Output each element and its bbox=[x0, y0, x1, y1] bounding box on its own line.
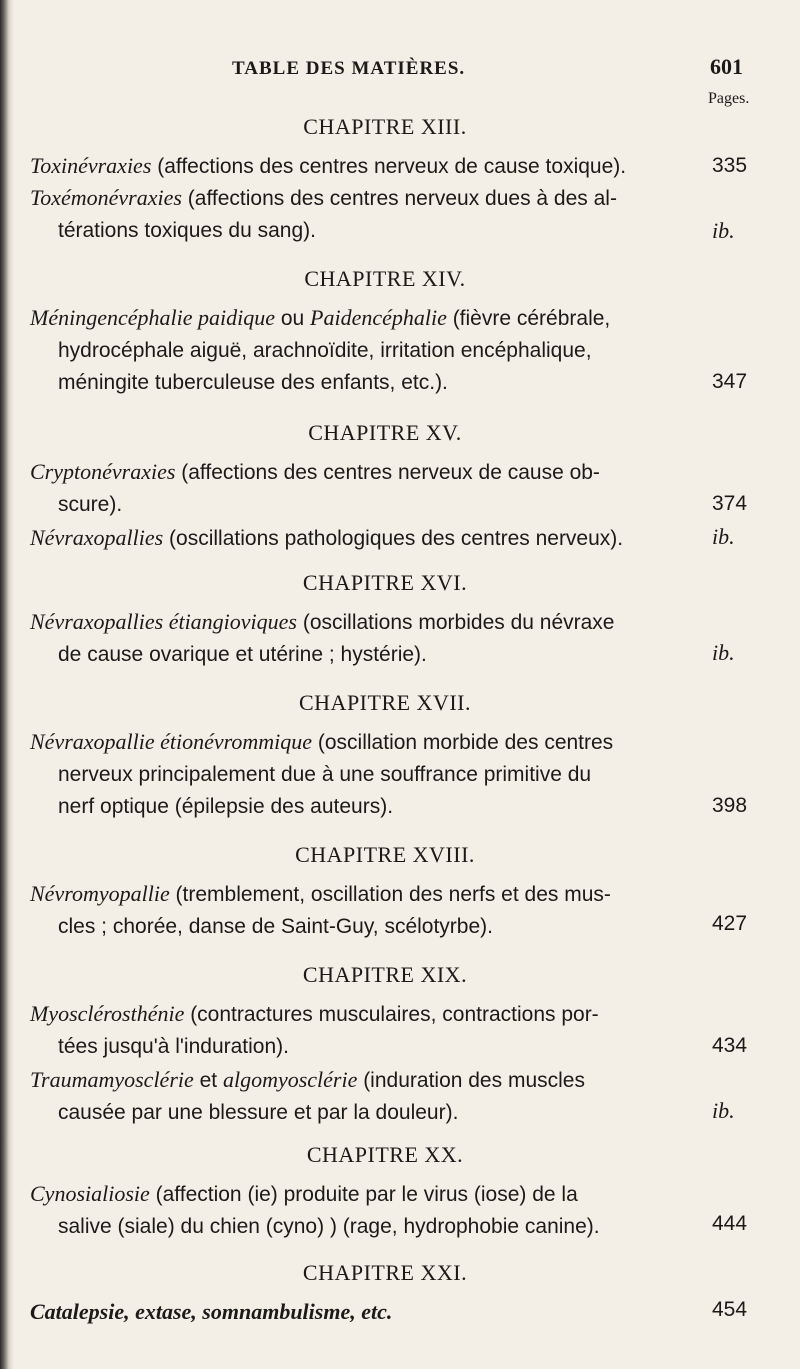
entry-description: (affection (ie) produite par le virus (iose) de la bbox=[149, 1183, 578, 1206]
entry-continuation: scure). bbox=[58, 493, 123, 516]
chapter-heading: CHAPITRE XIX. bbox=[302, 962, 468, 987]
entry-term-alt: Paidencéphalie bbox=[310, 305, 447, 330]
entry-term: Toxémonévraxies bbox=[30, 185, 182, 210]
entry-term: Cryptonévraxies bbox=[30, 459, 176, 484]
chapter-heading: CHAPITRE XIII. bbox=[303, 114, 467, 139]
toc-entry bbox=[30, 606, 690, 671]
entry-continuation: cles ; chorée, danse de Saint-Guy, scélotyrbe). bbox=[58, 915, 493, 938]
toc-entry bbox=[30, 302, 690, 399]
chapter-heading: CHAPITRE XVII. bbox=[299, 690, 471, 715]
entry-page-ref: 335 bbox=[712, 154, 748, 177]
entry-description: (fièvre cérébrale, bbox=[446, 307, 611, 330]
entry-description: (oscillations pathologiques des centres nerveux). bbox=[163, 527, 624, 550]
entry-term: Cynosialiosie bbox=[30, 1181, 150, 1206]
entry-continuation: tées jusqu'à l'induration). bbox=[58, 1035, 289, 1058]
entry-term: Méningencéphalie paidique bbox=[30, 305, 275, 330]
entry-page-ref: ib. bbox=[712, 640, 735, 665]
entry-page-ref: 454 bbox=[712, 1298, 748, 1321]
toc-entry bbox=[30, 1064, 690, 1129]
entry-continuation: hydrocéphale aiguë, arachnoïdite, irritation encéphalique, bbox=[58, 339, 592, 362]
entry-page-ref: 398 bbox=[712, 794, 748, 817]
toc-entry bbox=[30, 522, 690, 555]
entry-page-ref: ib. bbox=[712, 218, 735, 243]
entry-term: Névromyopallie bbox=[30, 881, 170, 906]
entry-term: Toxinévraxies bbox=[30, 153, 152, 178]
entry-page-ref: 374 bbox=[712, 492, 748, 515]
chapter-heading: CHAPITRE XVIII. bbox=[295, 842, 475, 867]
toc-entry bbox=[30, 726, 690, 823]
entry-description: (affections des centres nerveux dues à des al- bbox=[181, 187, 617, 210]
page-number: 601 bbox=[710, 54, 743, 79]
entry-continuation: nerf optique (épilepsie des auteurs). bbox=[58, 795, 394, 818]
entry-term: Myosclérosthénie bbox=[30, 1001, 185, 1026]
entry-continuation: causée par une blessure et par la douleur). bbox=[58, 1101, 459, 1124]
toc-entry bbox=[30, 1296, 690, 1329]
running-head: TABLE DES MATIÈRES. bbox=[232, 58, 466, 79]
toc-entry bbox=[30, 998, 690, 1063]
entry-continuation: de cause ovarique et utérine ; hystérie). bbox=[58, 643, 427, 666]
entry-description: (oscillation morbide des centres bbox=[312, 731, 614, 754]
entry-page-ref: ib. bbox=[712, 524, 735, 549]
pages-column-label: Pages. bbox=[708, 90, 750, 107]
toc-entry bbox=[30, 182, 690, 247]
entry-page-ref: 347 bbox=[712, 370, 748, 393]
chapter-heading: CHAPITRE XXI. bbox=[302, 1260, 468, 1285]
toc-entry bbox=[30, 878, 690, 943]
entry-term-alt: algomyosclérie bbox=[222, 1067, 358, 1092]
entry-term: Névraxopallies bbox=[30, 525, 164, 550]
entry-page-ref: 444 bbox=[712, 1212, 748, 1235]
entry-description: (affections des centres nerveux de cause ob- bbox=[175, 461, 600, 484]
entry-description: (tremblement, oscillation des nerfs et des mus- bbox=[169, 883, 611, 906]
entry-page-ref: 434 bbox=[712, 1034, 748, 1057]
entry-page-ref: ib. bbox=[712, 1098, 735, 1123]
chapter-heading: CHAPITRE XIV. bbox=[304, 266, 466, 291]
entry-continuation: nerveux principalement due à une souffrance primitive du bbox=[58, 763, 592, 786]
entry-continuation: térations toxiques du sang). bbox=[58, 219, 316, 242]
entry-term: Traumamyosclérie bbox=[30, 1067, 194, 1092]
chapter-heading: CHAPITRE XVI. bbox=[302, 570, 468, 595]
entry-description: (affections des centres nerveux de cause toxique). bbox=[151, 155, 627, 178]
entry-connector: et bbox=[193, 1069, 223, 1092]
toc-entry bbox=[30, 1178, 690, 1243]
entry-description: (contractures musculaires, contractions por- bbox=[184, 1003, 599, 1026]
toc-entry bbox=[30, 150, 690, 183]
entry-continuation: salive (siale) du chien (cyno) ) (rage, hydrophobie canine). bbox=[58, 1215, 600, 1238]
toc-entry bbox=[30, 456, 690, 521]
entry-description: (induration des muscles bbox=[357, 1069, 585, 1092]
entry-description: (oscillations morbides du névraxe bbox=[297, 611, 615, 634]
entry-page-ref: 427 bbox=[712, 912, 748, 935]
entry-connector: ou bbox=[274, 307, 311, 330]
chapter-heading: CHAPITRE XX. bbox=[306, 1142, 464, 1167]
entry-term: Névraxopallies étiangioviques bbox=[30, 609, 297, 634]
chapter-heading: CHAPITRE XV. bbox=[308, 420, 462, 445]
entry-term: Névraxopallie étionévrommique bbox=[30, 729, 313, 754]
entry-term: Catalepsie, extase, somnambulisme, etc. bbox=[30, 1299, 393, 1324]
entry-continuation: méningite tuberculeuse des enfants, etc.). bbox=[58, 371, 448, 394]
